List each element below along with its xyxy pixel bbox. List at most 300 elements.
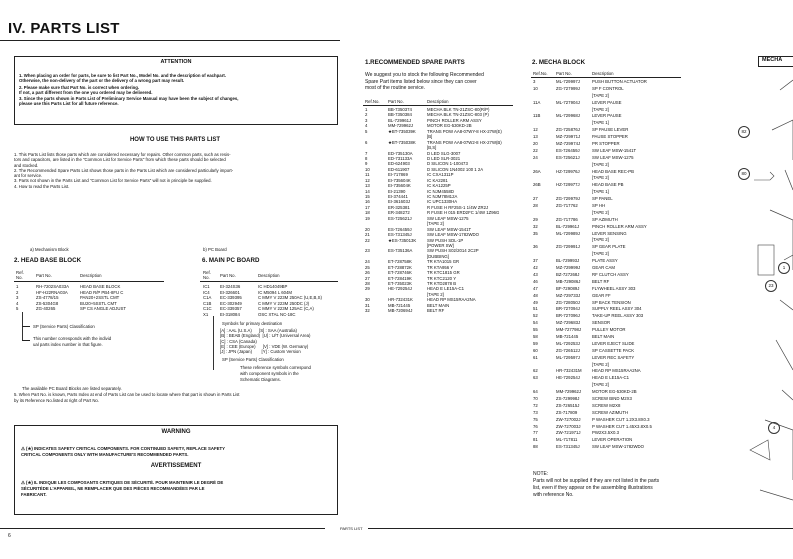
description-cell: TRANS POW AA8-07W2-8 HX-27W(B) (427, 139, 502, 145)
part-no-cell: ML-727904J (556, 99, 580, 105)
part-no-cell: ZG-729979J (556, 196, 580, 202)
table-row (533, 403, 692, 410)
part-no-cell: MB-729086J (556, 278, 581, 284)
main-pc-sp-class: SP (Service Parts) Classification (222, 357, 284, 362)
part-no-cell (556, 362, 592, 369)
part-no-cell: HR-732431M (556, 368, 582, 374)
mecha-rule (531, 77, 681, 78)
part-no-cell (556, 120, 592, 127)
description-cell: [TAPE 1] (592, 189, 609, 195)
table-row (533, 424, 692, 431)
part-no-cell: ES-726459J (388, 226, 412, 232)
description-cell: HEAD RP MS15RAA2NA (427, 297, 476, 303)
part-no-cell (556, 162, 592, 169)
head-base-annot: This number corresponds with the individ (33, 336, 112, 341)
warning-text: ⚠ (★) INDICATES SAFETY CRITICAL COMPONENTS. FOR CONTINUED SAFETY, REPLACE SAFETY (21, 446, 225, 451)
part-no-cell: ZS-726515J (556, 402, 580, 408)
table-row (365, 308, 515, 313)
recommended-col-desc: Description (427, 99, 449, 104)
warning-text-fr: ⚠ (★) IL INDIQUE LES COMPOSANTS CRITIQUES DE SÉCURITÉ. POUR MAINTENIR LE DEGRÉ DE (21, 480, 224, 485)
description-cell: LEVER PAUSE (592, 99, 622, 105)
table-row (533, 134, 692, 141)
ref-cell: 63 (533, 375, 538, 381)
ref-cell: 16 (365, 199, 370, 205)
part-no-cell: ZW-727003J (556, 423, 581, 429)
description-cell: SW PUSH S02/2014 2C2P (427, 248, 479, 254)
description-cell: SP PAUSE LEVER (592, 127, 629, 133)
ref-cell: 61 (533, 354, 538, 360)
mecha-col-part: Part No. (556, 71, 572, 76)
ref-cell: 55 (533, 327, 538, 333)
part-no-cell: EI-717869 (388, 172, 408, 178)
table-row (533, 306, 692, 313)
description-cell: HEAD R/P PB4-8FU C (80, 289, 124, 295)
warning-text: CRITICAL COMPONENTS ONLY WITH MANUFACTURE'S RECOMMENDED PARTS. (21, 452, 189, 457)
how-to-line: ant for service. (14, 173, 43, 179)
description-cell: PLATE ASSY (592, 258, 618, 264)
description-cell: P WASHER CUT 1.2X3.8X0.3 (592, 416, 650, 422)
description-cell: SENSOR (592, 320, 611, 326)
sub-a-label: a) Mechanism Block (30, 247, 69, 252)
ref-cell: 26 (365, 270, 370, 276)
attention-item: 3. Since the parts shown in Parts List of Preliminary Service Manual may have been the subject of changes, (19, 96, 239, 102)
how-to-line: tors and capacitors, are listed in the "Common List for Service Parts" from which these parts should be selected (14, 157, 226, 163)
description-cell: TR KTD2878 B (427, 281, 457, 286)
ref-cell: 77 (533, 430, 538, 436)
ref-cell: 31 (365, 302, 370, 308)
table-row (533, 355, 692, 362)
attention-list (19, 73, 238, 107)
description-cell: [TAPE 2] (427, 221, 444, 227)
table-row (533, 272, 692, 279)
description-cell: BU20+5SSTL CMT (80, 300, 117, 306)
part-no-cell: MB-720694J (388, 308, 413, 314)
ref-cell: 72 (533, 402, 538, 408)
description-cell: IC KA1225P (427, 183, 451, 189)
recommended-intro: Spare Part items listed below since they can cover (365, 78, 477, 85)
note-line: by its Reference No.listed at right of Part No. (14, 398, 100, 403)
description-cell: [POWER SW] (427, 242, 454, 248)
description-cell: [B,S] (427, 145, 437, 151)
table-row (533, 217, 692, 224)
part-no-cell: ML-729989J (556, 230, 580, 236)
description-cell: P WASHER CUT 1.45X3.8X0.5 (592, 423, 652, 429)
description-cell: SP F CONTROL (592, 85, 624, 91)
ref-cell: 49 (533, 299, 538, 305)
part-no-cell: ML-729968J (556, 113, 580, 119)
head-base-bracket (22, 326, 30, 327)
page-number: 6 (8, 533, 11, 539)
table-row (533, 141, 692, 148)
callout-23: 23 (765, 280, 777, 292)
part-no-cell: EI-326601 (220, 289, 240, 295)
part-no-cell: HE-729254J (556, 375, 580, 381)
description-cell: SW LEAF MSW-1782WDO (427, 232, 479, 238)
part-no-cell: MZ-729999J (556, 265, 581, 271)
symbols-title: Symbols for primary destination (222, 321, 283, 326)
ref-cell: 88 (533, 444, 538, 450)
main-pc-col-desc: Description (258, 273, 280, 278)
table-row (533, 362, 692, 369)
ref-cell: 2 (365, 112, 368, 118)
part-no-cell: ER-348272 (388, 210, 410, 216)
description-cell: LEVER EJECT SLIDE (592, 340, 635, 346)
ref-cell: 13 (365, 183, 370, 189)
mecha-col-ref: Ref.No. (533, 71, 548, 76)
description-cell: TR KTA1015 GR (427, 259, 460, 265)
ref-cell: IC1 (203, 284, 210, 289)
part-no-cell: EI-21390 (388, 188, 406, 194)
table-row (533, 231, 692, 238)
description-cell: MECHA BLK TN-21ZSC-80(R/P) (427, 107, 490, 112)
ref-cell: 1 (16, 284, 19, 289)
ref-cell (533, 162, 556, 169)
part-no-cell (556, 93, 592, 100)
table-row (533, 375, 692, 382)
description-cell: [TAPE 2] (427, 291, 444, 297)
part-no-cell: ML-729253J (556, 340, 580, 346)
ref-cell: 27 (365, 275, 370, 281)
table-row (533, 224, 692, 231)
part-no-cell: MB-721445 (388, 302, 411, 308)
table-row (533, 258, 692, 265)
description-cell: R FUSE H 015 ERD2FC 1/4W 1Z96G (427, 210, 500, 216)
part-no-cell: BL-729961J (556, 223, 580, 229)
footer-rule (0, 528, 325, 529)
ref-cell: 20 (365, 226, 370, 232)
ref-cell: 2 (16, 289, 19, 295)
warning-text-fr: FABRICANT. (21, 492, 47, 497)
description-cell: [TAPE 2] (592, 92, 609, 98)
main-pc-ref-note: These reference symbols correspond (240, 365, 311, 370)
part-no-cell: EI-735604K (388, 177, 411, 183)
part-no-cell: ★BT-735039K (388, 128, 416, 134)
description-cell: PUSH BUTTON ACTUATOR (592, 79, 647, 84)
ref-cell: C1A (203, 295, 212, 301)
ref-cell: 32 (365, 308, 370, 314)
ref-cell: 30 (365, 297, 370, 303)
part-no-cell (556, 251, 592, 258)
part-no-cell: EI-324S36 (220, 284, 241, 289)
part-no-cell: BR-727096J (556, 313, 580, 319)
head-base-col-desc: Description (80, 273, 102, 278)
symbols-list (220, 328, 310, 354)
ref-cell (533, 189, 556, 196)
ref-cell: 12 (365, 177, 370, 183)
part-no-cell: EC-302949 (220, 300, 242, 306)
part-no-cell (556, 107, 592, 114)
part-no-cell: EI-374441 (388, 194, 408, 199)
part-no-cell: MM-729962J (388, 123, 414, 129)
description-cell: FLYWHEEL ASSY 303 (592, 285, 636, 291)
head-base-rows (16, 284, 160, 312)
description-cell: MOTOR EG-530KD-2B (427, 123, 472, 129)
ref-cell: 13 (533, 134, 538, 140)
ref-cell: 60 (533, 347, 538, 353)
warning-box (14, 425, 338, 515)
ref-cell: 5 (16, 306, 19, 312)
part-no-cell: MM-727798J (556, 327, 582, 333)
part-no-cell: HR-732431K (388, 297, 413, 303)
warning-text-fr: SÉCURITÉDE L'APPAREIL, NE REMPLACER QUE DES PIÈCES RECOMMANDÉES PAR LE (21, 486, 205, 491)
part-no-cell: ZG-725876J (556, 127, 580, 133)
part-no-cell: ED-611907 (388, 166, 410, 172)
part-no-cell: ES-731345J (556, 444, 580, 450)
ref-cell: C1B (203, 300, 212, 306)
ref-cell (533, 237, 556, 244)
part-no-cell: HZ-729976J (556, 168, 580, 174)
table-row (533, 79, 692, 86)
part-no-cell: BB-7350384 (388, 112, 412, 118)
ref-cell: 15 (365, 194, 370, 199)
part-no-cell: MZ-729974J (556, 141, 581, 147)
ref-cell (533, 107, 556, 114)
description-cell: SP BACK TENSION (592, 299, 631, 305)
description-cell: MECHA BLK TN-21ZSC-803 (P) (427, 112, 489, 118)
description-cell: LEVER PAUSE (592, 113, 622, 119)
ref-cell: 62 (533, 368, 538, 374)
table-row (533, 100, 692, 107)
part-no-cell (556, 189, 592, 196)
table-row (533, 313, 692, 320)
table-row (533, 430, 692, 437)
how-to-line: 2. The Recommended Spare Parts List shows those parts in the Parts List which are considered particularly import- (14, 167, 234, 173)
part-no-cell: BR-727094J (556, 306, 580, 312)
part-no-cell: ZG-717762 (556, 203, 578, 209)
part-no-cell: ZG-717786 (556, 216, 578, 222)
table-row (533, 162, 692, 169)
part-no-cell: EI-361603J (388, 199, 410, 205)
table-row (533, 300, 692, 307)
table-row (533, 334, 692, 341)
symbol-line: [E] : CEE (Europe) [V] : VDE (W. Germany) (220, 343, 309, 349)
ref-cell: C1C (203, 306, 212, 312)
sub-b-label: b) PC Board (203, 247, 227, 252)
recommended-rule (363, 105, 513, 106)
table-row (533, 251, 692, 258)
description-cell: IC NJM4558D (427, 188, 454, 194)
table-row (533, 86, 692, 93)
ref-cell: 75 (533, 416, 538, 422)
main-pc-bracket (213, 316, 214, 370)
part-no-cell: MM-729962J (556, 389, 582, 395)
description-cell: PAN20+2SSTL CMT (80, 295, 120, 301)
description-cell: D LED SLG-3007 (427, 150, 461, 156)
part-no-cell: RH-7202SA033A (36, 284, 69, 289)
mecha-note: Parts will not be supplied if they are not listed in the parts (533, 478, 660, 484)
head-base-col-ref: Ref. No. (16, 270, 24, 281)
recommended-title: 1.RECOMMENDED SPARE PARTS (365, 59, 465, 66)
description-cell: BELT MAIN (427, 302, 450, 308)
description-cell: IC M5094 L 604M (258, 289, 292, 295)
title-rule (0, 40, 340, 41)
part-no-cell: EI-318084 (220, 311, 240, 317)
ref-cell: 11A (533, 99, 541, 105)
part-no-cell (556, 382, 592, 389)
head-base-annot: ual parts index number in that figure. (33, 342, 103, 347)
part-no-cell: ET-728419K (388, 275, 412, 281)
part-no-cell: ZW-721971J (556, 430, 581, 436)
description-cell: [B] (427, 134, 433, 140)
ref-cell: 9 (365, 161, 368, 167)
head-base-bracket (22, 340, 30, 341)
mecha-figure-label: MECHA (762, 57, 783, 63)
main-pc-rule (200, 281, 338, 282)
how-to-line: 4. How to read the Parts List. (14, 183, 70, 189)
part-no-cell: HE-729254J (388, 286, 412, 292)
part-no-cell: EC-339357 (220, 306, 242, 312)
mecha-figure-label-box (758, 56, 793, 67)
ref-cell: X1 (203, 311, 209, 317)
ref-cell: 28 (365, 281, 370, 286)
ref-cell (533, 362, 556, 369)
description-cell: HEAD BASE BLOCK (80, 284, 121, 289)
description-cell: PR STOPPER (592, 141, 620, 147)
ref-cell: 21 (365, 232, 370, 238)
part-no-cell: ES-735136A (388, 248, 413, 254)
description-cell: IC HD14049BP (258, 284, 288, 289)
attention-item: 2. Please make sure that Part No. is correct when ordering. (19, 84, 140, 90)
callout-1: 1 (778, 262, 790, 274)
main-pc-ref-note: Schematic Diagrams. (240, 377, 281, 382)
ref-cell: 6 (365, 139, 368, 145)
ref-cell: 24 (365, 259, 370, 265)
ref-cell: 20 (533, 141, 538, 147)
ref-cell: 26A (533, 168, 541, 174)
ref-cell (533, 93, 556, 100)
description-cell: D SILICON 1N4002 100 1 2A (427, 166, 484, 172)
description-cell: R FUSE H RF25S-1 1/4W ZR2J (427, 204, 489, 210)
table-row (533, 175, 692, 182)
part-no-cell: ED-624903 (388, 161, 410, 167)
ref-cell: 42 (533, 265, 538, 271)
warning-title: WARNING (161, 429, 191, 435)
ref-cell: 22 (533, 147, 538, 153)
mecha-col-desc: Description (592, 71, 614, 76)
description-cell: SW LEAF MSW-1541T (427, 226, 472, 232)
note-line: 5. When Part No. is known, Parts Index at end of Parts List can be used to locate where that part is shown in Parts List (14, 392, 240, 397)
part-no-cell: ZG-40265 (36, 306, 56, 312)
table-row (533, 293, 692, 300)
ref-cell: 11B (533, 113, 541, 119)
ref-cell: 3 (533, 79, 536, 84)
ref-cell: 76 (533, 423, 538, 429)
mecha-note: list, even if they appear on the assembling illustrations (533, 485, 653, 491)
description-cell: PAUSE STOPPER (592, 134, 628, 140)
recommended-intro: most of the routine service. (365, 85, 426, 91)
table-row (533, 265, 692, 272)
table-row (533, 120, 692, 127)
table-row (533, 155, 692, 162)
callout-4: 4 (768, 422, 780, 434)
how-to-text (14, 152, 233, 189)
description-cell: TR KTA956 Y (427, 264, 454, 270)
description-cell: [TAPE 2] (592, 237, 609, 243)
ref-cell: 12 (533, 127, 538, 133)
part-no-cell: BF-729089J (556, 285, 580, 291)
description-cell: LEVER REC SAFETY (592, 354, 635, 360)
ref-cell: 73 (533, 409, 538, 415)
description-cell: LEVER OPERATION (592, 437, 633, 443)
ref-cell: 5 (365, 128, 368, 134)
ref-cell (533, 210, 556, 217)
ref-cell: 10 (533, 85, 538, 91)
part-no-cell: ZG-727999J (556, 85, 580, 91)
table-row (533, 127, 692, 134)
description-cell: GEAR CAM (592, 265, 615, 271)
description-cell: [TAPE 2] (592, 175, 609, 181)
attention-item: If not, a part different from the one you ordered may be delivered. (19, 89, 153, 95)
part-no-cell: MZ-729683J (556, 320, 581, 326)
part-no-cell: MZ-729971J (556, 134, 581, 140)
description-cell: SW LEAF MSW-1782WDO (592, 444, 644, 450)
how-to-title: HOW TO USE THIS PARTS LIST (129, 137, 221, 143)
table-row (533, 148, 692, 155)
how-to-line: and stocked. (14, 162, 39, 168)
description-cell: LEVER SENSING (592, 230, 627, 236)
part-no-cell: HF-H22RNA03A (36, 289, 68, 295)
symbol-line: [A] : AAL (U.S.A) [S] : SAA (Australia) (220, 328, 297, 333)
warning-title-fr: AVERTISSEMENT (150, 463, 202, 469)
attention-item: 1. When placing an order for parts, be sure to list Part No., Model No. and the description of eachpart. (19, 73, 226, 78)
part-no-cell: ZS-717809 (556, 409, 578, 415)
description-cell: [DUBBING] (427, 253, 449, 259)
part-no-cell: HZ-729977J (556, 182, 580, 188)
table-row (533, 107, 692, 114)
description-cell: C MMY V 223M 250DC (J) (258, 300, 310, 306)
ref-cell: 10 (365, 166, 370, 172)
table-row (533, 182, 692, 189)
ref-cell: 17 (365, 204, 370, 210)
table-row (533, 113, 692, 120)
description-cell: TR KTC2120 Y (427, 275, 457, 281)
part-no-cell: ET-728872K (388, 264, 412, 270)
table-row (533, 210, 692, 217)
table-row (533, 327, 692, 334)
description-cell: SP CS ANGLE ADJUST (80, 306, 127, 312)
description-cell: C MMY V 223M 250AC (U,E,B,S) (258, 295, 322, 301)
ref-cell: 29 (533, 216, 538, 222)
table-row (533, 237, 692, 244)
ref-cell: 59 (533, 340, 538, 346)
part-no-cell: ML-729597J (556, 354, 580, 360)
ref-cell: 24 (533, 154, 538, 160)
ref-cell: 18 (365, 210, 370, 216)
description-cell: SP GEAR PLATE (592, 244, 626, 250)
ref-cell: 11 (365, 172, 370, 178)
part-no-cell: ET-728746K (388, 270, 412, 276)
table-row (533, 348, 692, 355)
ref-cell: 70 (533, 395, 538, 401)
part-no-cell: ML-717811 (556, 437, 578, 443)
ref-cell: 64 (533, 389, 538, 395)
description-cell: MOTOR EG-530KD-2B (592, 389, 637, 395)
main-pc-col-ref: Ref. No. (203, 270, 211, 281)
part-no-cell: ES-731345J (388, 232, 412, 238)
table-row (533, 417, 692, 424)
description-cell: SP PANEL (592, 196, 613, 202)
description-cell: TRANS POW AA8-07WY-8 HX-27W(E) (427, 128, 502, 134)
ref-cell: 43 (533, 271, 538, 277)
ref-cell: 54 (533, 320, 538, 326)
ref-cell: 7 (365, 150, 368, 156)
part-no-cell: MB-721445 (556, 333, 579, 339)
ref-cell: 3 (365, 117, 368, 123)
ref-cell: 37 (533, 258, 538, 264)
table-row (533, 437, 692, 444)
description-cell: [TAPE 2] (592, 106, 609, 112)
part-no-cell: ML-729997J (556, 79, 580, 84)
